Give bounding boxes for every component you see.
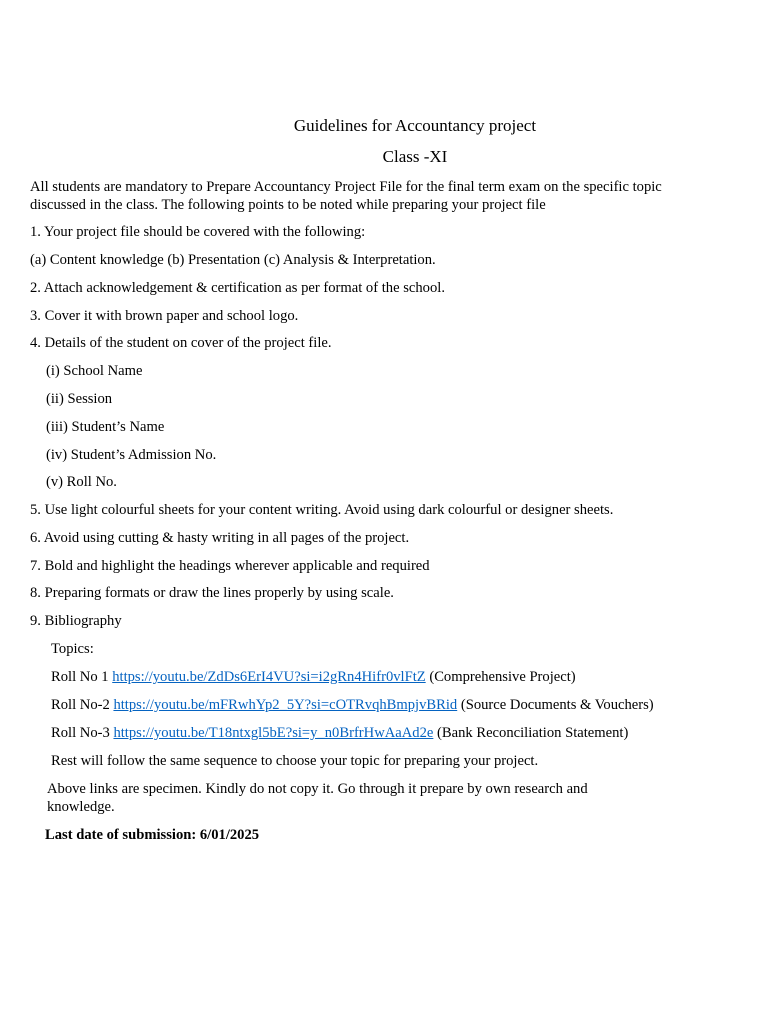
topic-row-3	[51, 724, 628, 742]
point-8: 8. Preparing formats or draw the lines properly by using scale.	[30, 585, 394, 601]
document-subtitle: Class -XI	[382, 147, 448, 166]
detail-roll-no: (v) Roll No.	[46, 474, 117, 490]
point-1: 1. Your project file should be covered with the following:	[30, 224, 366, 240]
rest-note: Rest will follow the same sequence to choose your topic for preparing your project.	[51, 753, 539, 769]
specimen-note: Above links are specimen. Kindly do not copy it. Go through it prepare by own research and knowledge.	[47, 781, 588, 815]
last-date-submission: Last date of submission: 6/01/2025	[45, 827, 260, 843]
topic-description: (Source Documents & Vouchers)	[457, 697, 654, 713]
point-5: 5. Use light colourful sheets for your content writing. Avoid using dark colourful or designer sheets.	[30, 502, 614, 518]
topic-roll: Roll No-2	[51, 697, 114, 713]
intro-paragraph: All students are mandatory to Prepare Accountancy Project File for the final term exam on the specific topic discussed in the class. The following points to be noted while preparing your project file	[30, 179, 662, 213]
topic-link[interactable]: https://youtu.be/mFRwhYp2_5Y?si=cOTRvqhBmpjvBRid	[113, 697, 458, 713]
detail-admission-no: (iv) Student’s Admission No.	[46, 447, 217, 463]
point-1-detail: (a) Content knowledge (b) Presentation (c) Analysis & Interpretation.	[30, 252, 436, 268]
topic-link[interactable]: https://youtu.be/T18ntxgl5bE?si=y_n0BrfrHwAaAd2e	[113, 725, 434, 741]
topic-row-1	[51, 668, 576, 686]
topic-description: (Comprehensive Project)	[425, 669, 576, 685]
topic-description: (Bank Reconciliation Statement)	[433, 725, 629, 741]
document-title: Guidelines for Accountancy project	[293, 116, 537, 135]
topic-roll: Roll No-3	[51, 725, 114, 741]
point-7: 7. Bold and highlight the headings wherever applicable and required	[30, 558, 430, 574]
topic-row-2	[51, 696, 654, 714]
topics-label: Topics:	[51, 641, 94, 657]
detail-school-name: (i) School Name	[46, 363, 143, 379]
point-9: 9. Bibliography	[30, 613, 122, 629]
point-4: 4. Details of the student on cover of the project file.	[30, 335, 332, 351]
topic-link[interactable]: https://youtu.be/ZdDs6ErI4VU?si=i2gRn4Hifr0vlFtZ	[112, 669, 426, 685]
point-6: 6. Avoid using cutting & hasty writing in all pages of the project.	[30, 530, 410, 546]
point-2: 2. Attach acknowledgement & certification as per format of the school.	[30, 280, 445, 296]
detail-session: (ii) Session	[46, 391, 113, 407]
detail-student-name: (iii) Student’s Name	[46, 419, 165, 435]
topic-roll: Roll No 1	[51, 669, 113, 685]
point-3: 3. Cover it with brown paper and school logo.	[30, 308, 299, 324]
